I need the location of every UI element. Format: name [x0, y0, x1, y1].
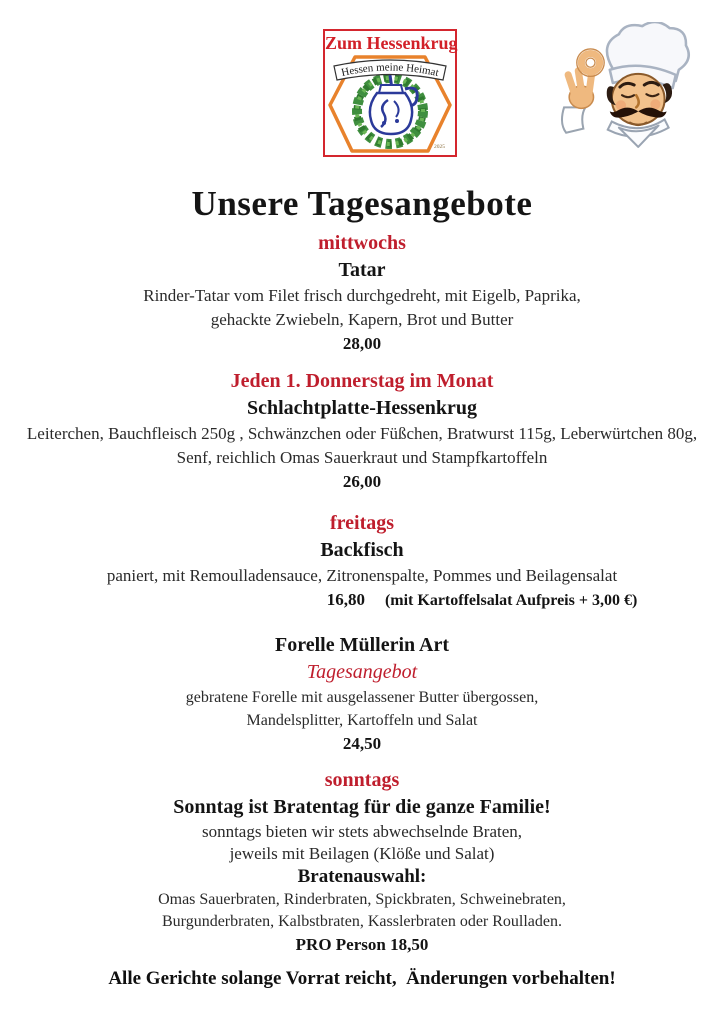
day-heading: mittwochs	[318, 232, 406, 254]
dish-name: Forelle Müllerin Art	[274, 634, 450, 656]
roast-selection: Omas Sauerbraten, Rinderbraten, Spickbraten, Schweinebraten,	[158, 891, 566, 908]
roast-selection-heading: Bratenauswahl:	[297, 866, 427, 887]
dish-description: paniert, mit Remoulladensauce, Zitronenspalte, Pommes und Beilagensalat	[106, 566, 618, 585]
dish-name: Tatar	[338, 259, 386, 281]
dish-price: PRO Person 18,50	[295, 935, 429, 954]
dish-description: Senf, reichlich Omas Sauerkraut und Stampfkartoffeln	[176, 448, 548, 467]
dish-description: Rinder-Tatar vom Filet frisch durchgedreht, mit Eigelb, Paprika,	[143, 286, 581, 305]
dish-description: gehackte Zwiebeln, Kapern, Brot und Butter	[210, 310, 514, 329]
dish-name: Schlachtplatte-Hessenkrug	[247, 397, 477, 419]
dish-name: Backfisch	[320, 539, 404, 561]
day-heading: sonntags	[324, 769, 400, 791]
dish-description: Mandelsplitter, Kartoffeln und Salat	[246, 712, 478, 729]
dish-price: 24,50	[342, 734, 382, 753]
dish-description: gebratene Forelle mit ausgelassener Butter übergossen,	[185, 689, 539, 706]
page-title: Unsere Tagesangebote	[191, 184, 533, 224]
section-sonntags	[0, 767, 724, 956]
logo-banner-text: Hessen meine Heimat	[340, 61, 440, 80]
price-line	[120, 588, 724, 613]
logo-year: 2025	[434, 144, 445, 150]
roast-selection: Burgunderbraten, Kalbstbraten, Kasslerbraten oder Roulladen.	[161, 913, 563, 930]
section-donnerstag	[0, 368, 724, 493]
section-forelle	[0, 632, 724, 755]
day-heading: Jeden 1. Donnerstag im Monat	[230, 370, 494, 392]
dish-price: 16,80	[326, 590, 365, 609]
dish-description: jeweils mit Beilagen (Klöße und Salat)	[229, 844, 495, 863]
dish-price: 26,00	[342, 472, 382, 491]
section-freitags	[0, 510, 724, 613]
section-mittwochs	[0, 230, 724, 355]
availability-disclaimer: Alle Gerichte solange Vorrat reicht, Änderungen vorbehalten!	[108, 968, 616, 989]
section-subtitle: Sonntag ist Bratentag für die ganze Familie!	[173, 796, 551, 818]
daily-offer-label: Tagesangebot	[306, 661, 418, 683]
price-surcharge-note: (mit Kartoffelsalat Aufpreis + 3,00 €)	[384, 592, 638, 609]
logo-restaurant-name: Zum Hessenkrug	[325, 33, 458, 53]
dish-description: Leiterchen, Bauchfleisch 250g , Schwänzchen oder Füßchen, Bratwurst 115g, Leberwürtchen 80g,	[26, 424, 698, 443]
dish-price: 28,00	[342, 334, 382, 353]
dish-description: sonntags bieten wir stets abwechselnde Braten,	[201, 822, 523, 841]
day-heading: freitags	[329, 512, 395, 534]
